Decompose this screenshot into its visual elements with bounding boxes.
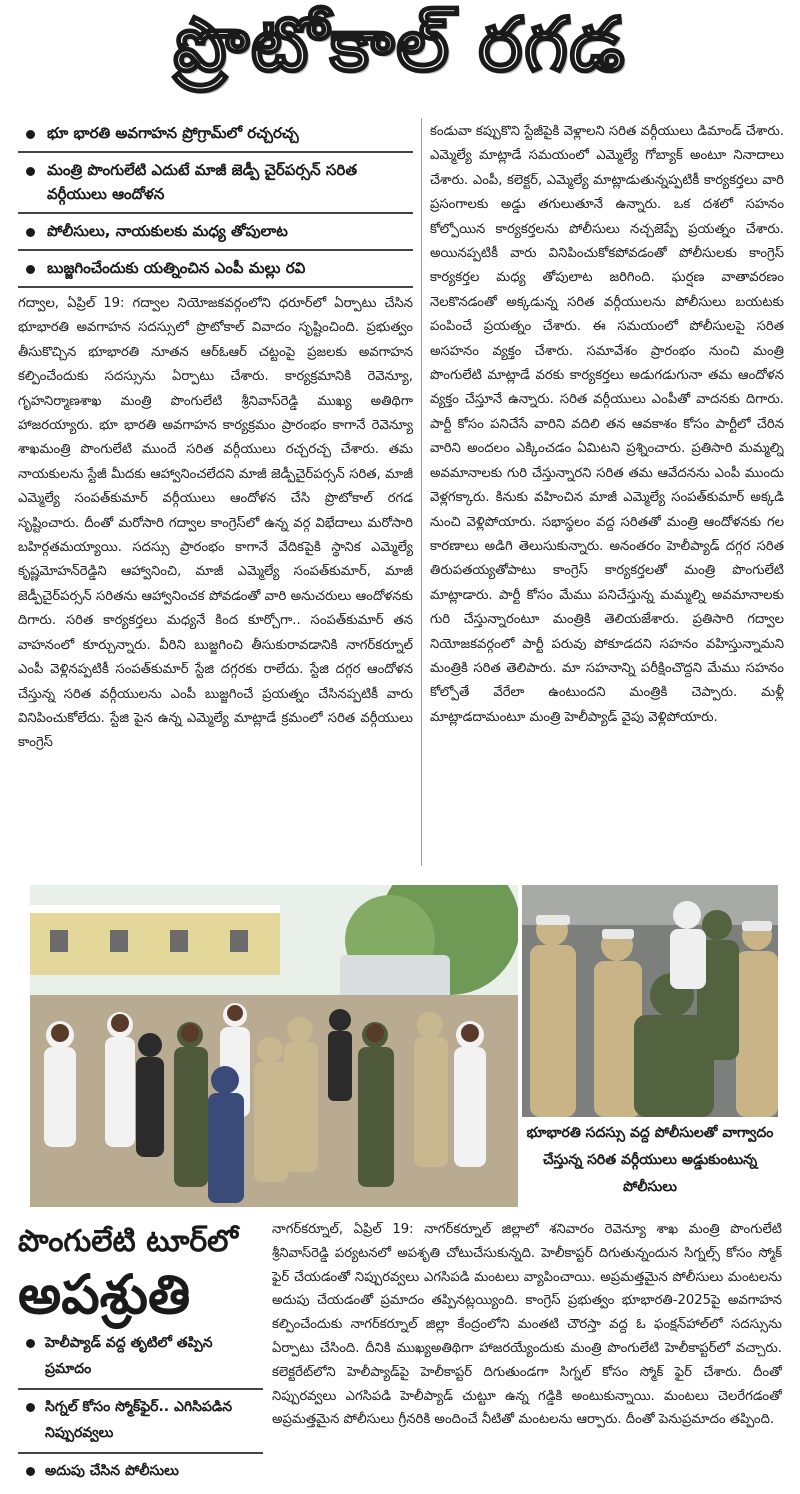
bullet-icon bbox=[26, 130, 35, 139]
bullet-icon bbox=[26, 228, 35, 237]
article-left-column: గద్వాల, ఏప్రిల్ 19: గద్వాల నియోజకవర్గంలోని ధరూర్‌లో ఏర్పాటు చేసిన భూభారతి అవగాహన సదస్సులో ప్రొటోకాల్ వివాదం సృష్టించింది. ప్రభుత్వం తీసుకొచ్చిన భూభారతి నూతన ఆర్ఓఆర్ చట్టంపై ప్రజలకు అవగాహన కల్పించేందుకు సదస్సును ఏర్పాటు చేశారు. కార్యక్రమానికి రెవెన్యూ, గృహనిర్మాణశాఖ మంత్రి పొంగులేటి శ్రీనివాస్‌రెడ్డి ముఖ్య అతిథిగా హాజరయ్యారు. భూ భారతి అవగాహన కార్యక్రమం ప్రారంభం కాగానే రెవెన్యూ శాఖమంత్రి పొంగులేటి ముందే సరిత వర్గీయులు రచ్చరచ్చ చేశారు. తమ నాయకులను స్టేజీ మీదకు ఆహ్వానించలేదని మాజీ జెడ్పీచైర్‌పర్సన్ సరిత, మాజీ ఎమ్మెల్యే సంపత్‌కుమార్ వర్గీయులు ఆందోళన చేసి ప్రొటోకాల్ రగడ సృష్టించారు. దీంతో మరోసారి గద్వాల కాంగ్రెస్‌లో ఉన్న వర్గ విభేదాలు మరోసారి బహిర్గతమయ్యాయి. సదస్సు ప్రారంభం కాగానే వేదికపైకి స్థానిక ఎమ్మెల్యే కృష్ణమోహన్‌రెడ్డిని ఆహ్వానించి, మాజీ ఎమ్మెల్యే సంపత్‌కుమార్, మాజీ జెడ్పీచైర్‌పర్సన్ సరితను ఆహ్వానించక పోవడంతో వారి అనుచరులు ఆందోళనకు దిగారు. సరిత కార్యకర్తలు మధ్యనే కింద కూర్చోగా.. సంపత్‌కుమార్ తన వాహనంలో కూర్చున్నారు. వీరిని బుజ్జగించి తీసుకురావడానికి నాగర్‌కర్నూల్ ఎంపీ వెళ్లినప్పటికీ సంపత్‌కుమార్ స్టేజి దగ్గరకు రాలేదు. స్టేజి దగ్గర ఆందోళన చేస్తున్న సరిత వర్గీయులను ఎంపీ బుజ్జగించే ప్రయత్నం చేసినప్పటికీ వారు వినిపించుకోలేదు. స్టేజి పైన ఉన్న ఎమ్మెల్యే మాట్లాడే క్రమంలో సరిత వర్గీయులు కాంగ్రెస్ bbox=[18, 296, 413, 751]
bullet-icon bbox=[26, 1339, 35, 1348]
highlight-item: బుజ్జగించేందుకు యత్నించిన ఎంపీ మల్లు రవి bbox=[18, 251, 413, 288]
sub-story-title bbox=[18, 1222, 263, 1328]
highlight-item: హెలీప్యాడ్ వద్ద తృటిలో తప్పిన ప్రమాదం bbox=[18, 1326, 263, 1390]
sub-story-highlights-list bbox=[18, 1326, 263, 1490]
sub-story-title-line1: పొంగులేటి టూర్‌లో bbox=[18, 1224, 239, 1259]
protest-photo-main-image bbox=[30, 885, 518, 1207]
bullet-icon bbox=[26, 1467, 35, 1476]
highlight-item: పోలీసులు, నాయకులకు మధ్య తోపులాట bbox=[18, 214, 413, 251]
article-right-column: కండువా కప్పుకొని స్టేజీపైకి వెళ్లాలని సరిత వర్గీయులు డిమాండ్ చేశారు. ఎమ్మెల్యే మాట్లాడే సమయంలో ఎమ్మెల్యే గోబ్యాక్ అంటూ నినాదాలు చేశారు. ఎంపీ, కలెక్టర్, ఎమ్మెల్యే మాట్లాడుతున్నప్పటికీ కార్యకర్తలు వారి ప్రసంగాలకు అడ్డు తగులుతూనే ఉన్నారు. ఒక దశలో సహనం కోల్పోయిన కార్యకర్తలను పోలీసులు నచ్చజెప్పే ప్రయత్నం చేశారు. అయినప్పటికీ వారు వినిపించుకోకపోవడంతో పోలీసులకు కాంగ్రెస్ కార్యకర్తల మధ్య తోపులాట జరిగింది. ఘర్షణ వాతావరణం నెలకొనడంతో అక్కడున్న సరిత వర్గీయులను పోలీసులు బయటకు పంపించే ప్రయత్నం చేశారు. ఈ సమయంలో పోలీసులపై సరిత అసహనం వ్యక్తం చేశారు. సమావేశం ప్రారంభం నుంచి మంత్రి పొంగులేటి మాట్లాడే వరకు కార్యకర్తలు అడుగడుగునా తమ ఆందోళన వ్యక్తం చేస్తూనే ఉన్నారు. సరిత వర్గీయులు ఎంపీతో వాదనకు దిగారు. పార్టీ కోసం పనిచేసే వారిని వదిలి తన ఆవకాశం కోసం పార్టీలో చేరిన వారిని అందలం ఎక్కించడం ఏమిటని ప్రశ్నించారు. ప్రతిసారి మమ్మల్ని అవమానాలకు గురి చేస్తున్నారని సరిత తమ ఆవేదనను ఎంపీ ముందు వెళ్లగక్కారు. కినుకు వహించిన మాజీ ఎమ్మెల్యే సంపత్‌కుమార్ అక్కడి నుంచి వెళ్లిపోయారు. సభాస్థలం వద్ద సరితతో మంత్రి ఆందోళనకు గల కారణాలు అడిగి తెలుసుకున్నారు. అనంతరం హెలీప్యాడ్ దగ్గర సరిత తిరుపతయ్యతోపాటు కాంగ్రెస్ కార్యకర్తలతో మంత్రి పొంగులేటి మాట్లాడారు. పార్టీ కోసం మేము పనిచేస్తున్న మమ్మల్ని అవమానాలకు గురి చేస్తున్నారంటూ మంత్రికి తెలియజేశారు. ప్రతిసారి గద్వాల నియోజకవర్గంలో పార్టీ పరువు పోకూడదని సహనం వహిస్తున్నామని మంత్రికి సరిత తెలిపారు. మా సహనాన్ని పరీక్షించొద్దని మేము సహనం కోల్పోతే వేరేలా ఉంటుందని మంత్రికి చెప్పారు. మళ్లీ మాట్లాడదామంటూ మంత్రి హెలీప్యాడ్ వైపు వెళ్లిపోయారు. bbox=[430, 124, 784, 725]
column-divider bbox=[421, 118, 422, 866]
bullet-icon bbox=[26, 167, 35, 176]
top-highlights-list bbox=[18, 122, 413, 288]
highlight-item: అదుపు చేసిన పోలీసులు bbox=[18, 1454, 263, 1490]
sub-story-body: నాగర్‌కర్నూల్, ఏప్రిల్ 19: నాగర్‌కర్నూల్ జిల్లాలో శనివారం రెవెన్యూ శాఖ మంత్రి పొంగులేటి శ్రీనివాస్‌రెడ్డి పర్యటనలో అపశృతి చోటుచేసుకున్నది. హెలీకాప్టర్ దిగుతున్నందున సిగ్నల్స్ కోసం స్మోక్ ఫైర్ చేయడంతో నిప్పురవ్వలు ఎగసిపడి మంటలు వ్యాపించాయి. అప్రమత్తమైన పోలీసులు మంటలను అదుపు చేయడంతో ప్రమాదం తప్పినట్లయ్యింది. కాంగ్రెస్ ప్రభుత్వం భూభారతి-2025పై అవగాహన కల్పించేందుకు నాగర్‌కర్నూల్ జిల్లా కేంద్రంలోని మంతటి చౌరస్తా వద్ద ఓ ఫంక్షన్‌హాల్‌లో సదస్సును ఏర్పాటు చేసింది. దీనికి ముఖ్యఅతిథిగా హాజరయ్యేందుకు మంత్రి పొంగులేటి హెలీకాప్టర్‌లో వచ్చారు. కలెక్టరేట్‌లోని హెలీప్యాడ్‌పై హెలీకాప్టర్ దిగుతుండగా సిగ్నల్ కోసం స్మోక్ ఫైర్ చేశారు. దీంతో నిప్పురవ్వలు ఎగసిపడి హెలీప్యాడ్ చుట్టూ ఉన్న గడ్డికి అంటుకున్నాయి. మంటలు చెలరేగడంతో అప్రమత్తమైన పోలీసులు గ్రీనరికి అందించే నీటితో మంటలను ఆర్పారు. దీంతో పెనుప్రమాదం తప్పింది. bbox=[272, 1222, 782, 1428]
highlight-item: మంత్రి పొంగులేటి ఎదుటే మాజీ జెడ్పీ చైర్‌పర్సన్ సరిత వర్గీయులు ఆందోళన bbox=[18, 153, 413, 214]
sub-story-title-line2: అపశ్రుతి bbox=[18, 1263, 191, 1326]
highlight-item: సిగ్నల్ కోసం స్మోక్‌ఫైర్.. ఎగిసిపడిన నిప్పురవ్వలు bbox=[18, 1390, 263, 1454]
photo-caption: భూభారతి సదస్సు వద్ద పోలీసులతో వాగ్వాదం చేస్తున్న సరిత వర్గీయులు అడ్డుకుంటున్న పోలీసులు bbox=[526, 1125, 774, 1195]
protest-photo-side-image bbox=[522, 885, 778, 1117]
protest-photo-main bbox=[30, 885, 518, 1207]
bullet-icon bbox=[26, 1403, 35, 1412]
protest-photo-side bbox=[522, 885, 778, 1117]
bullet-icon bbox=[26, 265, 35, 274]
headline: ప్రొటోకాల్ రగడ bbox=[173, 2, 627, 88]
highlight-item: భూ భారతి అవగాహన ప్రోగ్రామ్‌లో రచ్చరచ్చ bbox=[18, 122, 413, 153]
